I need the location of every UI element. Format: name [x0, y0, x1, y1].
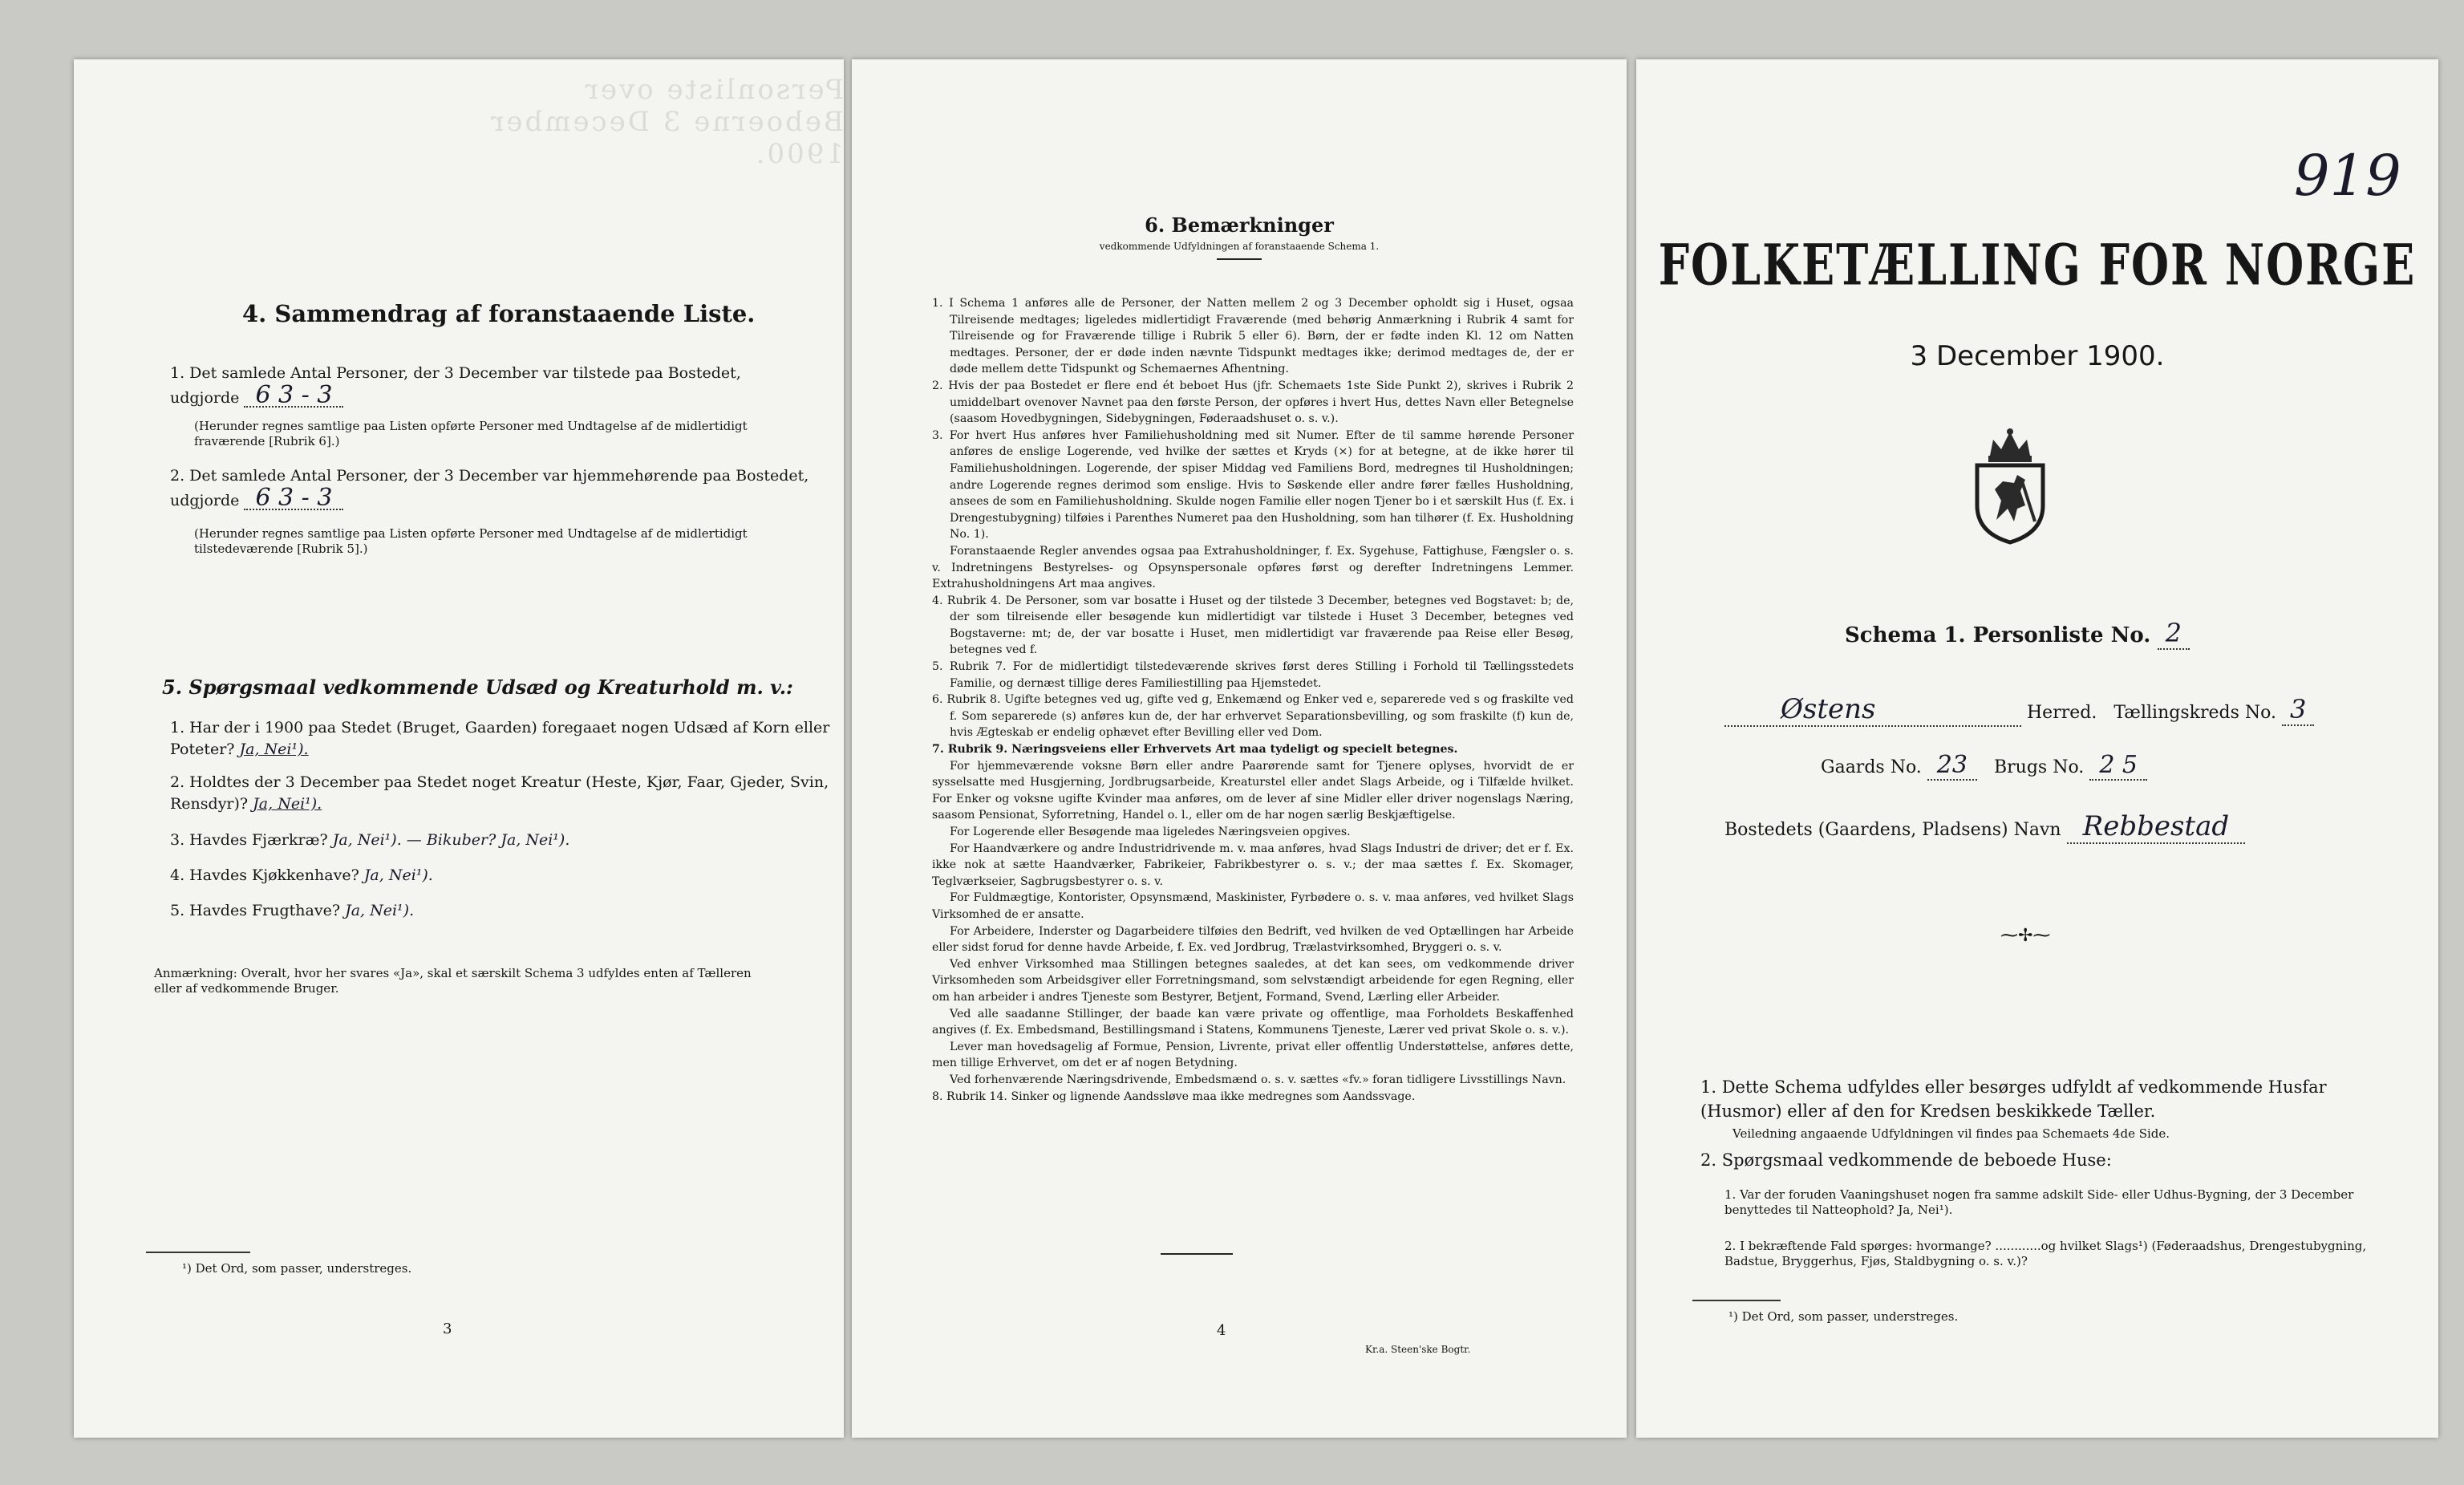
ornament: ⁓✢⁓: [2000, 926, 2051, 946]
form-title: FOLKETÆLLING FOR NORGE: [1658, 231, 2417, 298]
q3-answer: Ja, Nei¹). — Bikuber? Ja, Nei¹).: [332, 831, 570, 849]
item1-note: (Herunder regnes samtlige paa Listen opførte Personer med Undtagelse af de midlertidigt fraværende [Rubrik 6].): [194, 419, 748, 448]
remark-3b: Foranstaaende Regler anvendes ogsaa paa Extrahusholdninger, f. Ex. Sygehuse, Fattighuse, Fængsler o. s. v. Indretningens Bestyrelses- og Opsynspersonale opføres først og derefter Indretningens Lemmer. Extrahusholdningens Art maa angives.: [932, 544, 1574, 591]
q1-answer: Ja, Nei¹).: [239, 740, 309, 758]
brugs-label: Brugs No.: [1993, 757, 2085, 777]
item1: [170, 363, 812, 409]
remarks-title: 6. Bemærkninger: [1145, 213, 1334, 237]
page-right: [1636, 59, 2438, 1438]
personliste-no: 2: [2158, 618, 2190, 650]
kreds-value: 3: [2282, 694, 2314, 726]
gaards-value: 23: [1927, 751, 1977, 781]
remark-7i: Ved forhenværende Næringsdrivende, Embedsmænd o. s. v. sættes «fv.» foran tidligere Livsstillings Navn.: [950, 1073, 1566, 1086]
question-4: [170, 865, 836, 887]
item1-handwritten: 6 3 - 3: [244, 384, 343, 408]
remark-7f: Ved enhver Virksomhed maa Stillingen betegnes saaledes, at det kan sees, om vedkommende driver Virksomheden som Arbeidsgiver eller Forretningsmand, som selvstændigt arbeidende for egen Regning, eller om han arbeider i andres Tjeneste som Bestyrer, Betjent, Formand, Svend, Lærling eller Arbeider.: [932, 957, 1574, 1004]
kreds-label: Tællingskreds No.: [2113, 703, 2276, 723]
question-1: [170, 717, 836, 761]
bosted-value: Rebbestad: [2067, 810, 2246, 844]
page-number: 3: [443, 1321, 452, 1337]
bosted-line: [1724, 810, 2245, 844]
herred-label: Herred.: [2027, 703, 2097, 723]
remark-7h: Lever man hovedsagelig af Formue, Pension, Livrente, privat eller offentlig Understøttelse, anføres dette, men tillige Erhvervet, om det er af nogen Betydning.: [932, 1040, 1574, 1070]
item2-note: (Herunder regnes samtlige paa Listen opførte Personer med Undtagelse af de midlertidigt tilstedeværende [Rubrik 5].): [194, 526, 748, 556]
gaards-line: [1821, 751, 2147, 781]
remark-3: 3. For hvert Hus anføres hver Familiehusholdning med sit Numer. Efter de til samme hørende Personer anføres de enslige Logerende, ved hvilke der sættes et Kryds (×) for at betegne, at de ikke hører til Familiehusholdningen. Logerende, der spiser Middag ved Familiens Bord, medregnes til Husholdningen; andre Logerende regnes derimod som enslige. Hvis to Søskende eller andre fører fælles Husholdning, ansees de som en Familiehusholdning. Skulde nogen Familie eller nogen Tjener bo i et særskilt Hus (f. Ex. i Drengestubygning) tilføies i Parenthes Numeret paa den Husholdning, som han tilhører (f. Ex. Husholdning No. 1).: [932, 428, 1574, 542]
instruction-2-q2: 2. I bekræftende Fald spørges: hvormange? ............og hvilket Slags¹) (Føderaadshus, Drengestubygning, Badstue, Bryggerhus, Fjøs, Staldbygning o. s. v.)?: [1724, 1239, 2367, 1268]
item2: [170, 465, 812, 512]
gaards-label: Gaards No.: [1821, 757, 1922, 777]
remark-7: 7. Rubrik 9. Næringsveiens eller Erhvervets Art maa tydeligt og specielt betegnes.: [932, 743, 1458, 757]
instruction-1-note: Veiledning angaaende Udfyldningen vil findes paa Schemaets 4de Side.: [1732, 1126, 2170, 1141]
remark-6: 6. Rubrik 8. Ugifte betegnes ved ug, gifte ved g, Enkemænd og Enker ved e, separerede ved s og fraskilte ved f. Som separerede (s) anføres kun de, der har erhvervet Separationsbevilling, og som fraskilte (f) kun de, hvis Ægteskab er endelig ophævet efter Bevilling eller ved Dom.: [932, 693, 1574, 740]
remark-8: 8. Rubrik 14. Sinker og lignende Aandssløve maa ikke medregnes som Aandssvage.: [932, 1089, 1416, 1103]
question-3: [170, 830, 836, 851]
instruction-1: 1. Dette Schema udfyldes eller besørges udfyldt af vedkommende Husfar (Husmor) eller af den for Kredsen beskikkede Tæller.: [1700, 1077, 2327, 1121]
end-rule: [1161, 1253, 1233, 1255]
remark-4: 4. Rubrik 4. De Personer, som var bosatte i Huset og der tilstede 3 December, betegnes ved Bogstavet: b; de, der som tilreisende eller besøgende kun midlertidigt var tilstede i Huset 3 December, betegnes ved Bogstaverne: mt; de, der var bosatte i Huset, men midlertidigt var fraværende paa Reise eller Besøg, betegnes ved f.: [932, 594, 1574, 657]
remark-7e: For Arbeidere, Inderster og Dagarbeidere tilføies den Bedrift, ved hvilken de ved Optællingen har Arbeide eller sidst forud for denne havde Arbeide, f. Ex. ved Jordbrug, Trælastvirksomhed, Bryggeri o. s. v.: [932, 924, 1574, 955]
schema-label: Schema 1. Personliste No.: [1845, 623, 2151, 647]
remarks-list: [932, 295, 1574, 1105]
q3-text: 3. Havdes Fjærkræ?: [170, 831, 328, 849]
anmerkning: Anmærkning: Overalt, hvor her svares «Ja», skal et særskilt Schema 3 udfyldes enten af Tælleren eller af vedkommende Bruger.: [154, 966, 752, 996]
coat-of-arms-icon: [1969, 425, 2051, 546]
footnote: ¹) Det Ord, som passer, understreges.: [1728, 1309, 1959, 1324]
item2-handwritten: 6 3 - 3: [244, 487, 343, 510]
q1-text: 1. Har der i 1900 paa Stedet (Bruget, Gaarden) foregaaet nogen Udsæd af Korn eller Poteter?: [170, 719, 830, 758]
form-date: 3 December 1900.: [1910, 340, 2165, 372]
schema-line: [1845, 618, 2190, 650]
footnote-rule: [146, 1252, 250, 1253]
remark-7a: For hjemmeværende voksne Børn eller andre Paarørende samt for Tjenere oplyses, hvorvidt de er sysselsatte med Husgjerning, Jordbrugsarbeide, Kreaturstel eller andet Slags Arbeide, og i Tilfælde hvilket. For Enker og voksne ugifte Kvinder maa anføres, om de lever af sine Midler eller driver nogenslags Næring, saasom Pensionat, Syforretning, Handel o. l., eller om de har nogen særlig Beskjæftigelse.: [932, 759, 1574, 822]
remark-5: 5. Rubrik 7. For de midlertidigt tilstedeværende skrives først deres Stilling i Forhold til Tællingsstedets Familie, og dernæst tillige deres Familiestilling paa Hjemstedet.: [932, 660, 1574, 690]
question-5: [170, 900, 836, 922]
remark-7d: For Fuldmægtige, Kontorister, Opsynsmænd, Maskinister, Fyrbødere o. s. v. maa anføres, ved hvilket Slags Virksomhed de er ansatte.: [932, 891, 1574, 921]
q2-text: 2. Holdtes der 3 December paa Stedet noget Kreatur (Heste, Kjør, Faar, Gjeder, Svin, Rensdyr)?: [170, 773, 829, 813]
q2-answer: Ja, Nei¹).: [253, 795, 322, 813]
archive-number: 919: [2294, 143, 2401, 209]
bosted-label: Bostedets (Gaardens, Pladsens) Navn: [1724, 820, 2061, 840]
herred-value: Østens: [1724, 693, 2021, 727]
section5-title: 5. Spørgsmaal vedkommende Udsæd og Kreaturhold m. v.:: [162, 676, 793, 699]
page-middle: [852, 59, 1627, 1438]
remark-1: 1. I Schema 1 anføres alle de Personer, der Natten mellem 2 og 3 December opholdt sig i Huset, ogsaa Tilreisende medtages; ligeledes midlertidigt Fraværende (med behørig Anmærkning i Rubrik 4 samt for Tilreisende og for Fraværende tillige i Rubrik 5 eller 6). Børn, der er fødte inden Kl. 12 om Natten medtages. Personer, der er døde inden nævnte Tidspunkt medtages ikke; derimod medtages de, der er døde mellem dette Tidspunkt og Schemaernes Afhentning.: [932, 297, 1574, 376]
section4-title: 4. Sammendrag af foranstaaende Liste.: [242, 300, 756, 327]
item2-text: 2. Det samlede Antal Personer, der 3 December var hjemmehørende paa Bostedet, udgjorde: [170, 467, 809, 509]
page-left: [74, 59, 844, 1438]
instruction-2: 2. Spørgsmaal vedkommende de beboede Huse:: [1700, 1150, 2112, 1170]
remark-2: 2. Hvis der paa Bostedet er flere end ét beboet Hus (jfr. Schemaets 1ste Side Punkt 2), skrives i Rubrik 2 umiddelbart ovenover Navnet paa den første Person, der opføres i hvert Hus, dettes Navn eller Betegnelse (saasom Hovedbygningen, Sidebygningen, Føderaadshuset o. s. v.).: [932, 379, 1574, 426]
instruction-2-q1: 1. Var der foruden Vaaningshuset nogen fra samme adskilt Side- eller Udhus-Bygning, der 3 December benyttedes til Natteophold? Ja, Nei¹).: [1724, 1187, 2354, 1217]
title-rule: [1217, 258, 1262, 260]
herred-line: [1724, 693, 2406, 727]
q4-answer: Ja, Nei¹).: [363, 866, 433, 884]
brugs-value: 2 5: [2089, 751, 2147, 781]
q5-answer: Ja, Nei¹).: [345, 902, 415, 919]
footnote: ¹) Det Ord, som passer, understreges.: [182, 1261, 412, 1276]
question-2: [170, 772, 836, 815]
remark-7b: For Logerende eller Besøgende maa ligeledes Næringsveien opgives.: [950, 826, 1351, 838]
printer-imprint: Kr.a. Steen'ske Bogtr.: [1365, 1344, 1471, 1355]
item1-text: 1. Det samlede Antal Personer, der 3 December var tilstede paa Bostedet, udgjorde: [170, 364, 741, 407]
q5-text: 5. Havdes Frugthave?: [170, 902, 341, 919]
remarks-subtitle: vedkommende Udfyldningen af foranstaaende Schema 1.: [1099, 241, 1380, 252]
footnote-rule: [1692, 1300, 1781, 1301]
remark-7g: Ved alle saadanne Stillinger, der baade kan være private og offentlige, maa Forholdets Beskaffenhed angives (f. Ex. Embedsmand, Bestillingsmand i Statens, Kommunens Tjeneste, Lærer ved privat Skole o. s. v.).: [932, 1007, 1574, 1037]
remark-7c: For Haandværkere og andre Industridrivende m. v. maa anføres, hvad Slags Industri de driver; det er f. Ex. ikke nok at sætte Haandværker, Fabrikeier, Fabrikbestyrer o. s. v.; der maa sættes f. Ex. Skomager, Teglværkseier, Sagbrugsbestyrer o. s. v.: [932, 842, 1574, 888]
page-number: 4: [1217, 1322, 1226, 1339]
q4-text: 4. Havdes Kjøkkenhave?: [170, 866, 359, 884]
bleed-through-text: Personliste over Beboerne 3 December 1900.: [488, 74, 844, 170]
